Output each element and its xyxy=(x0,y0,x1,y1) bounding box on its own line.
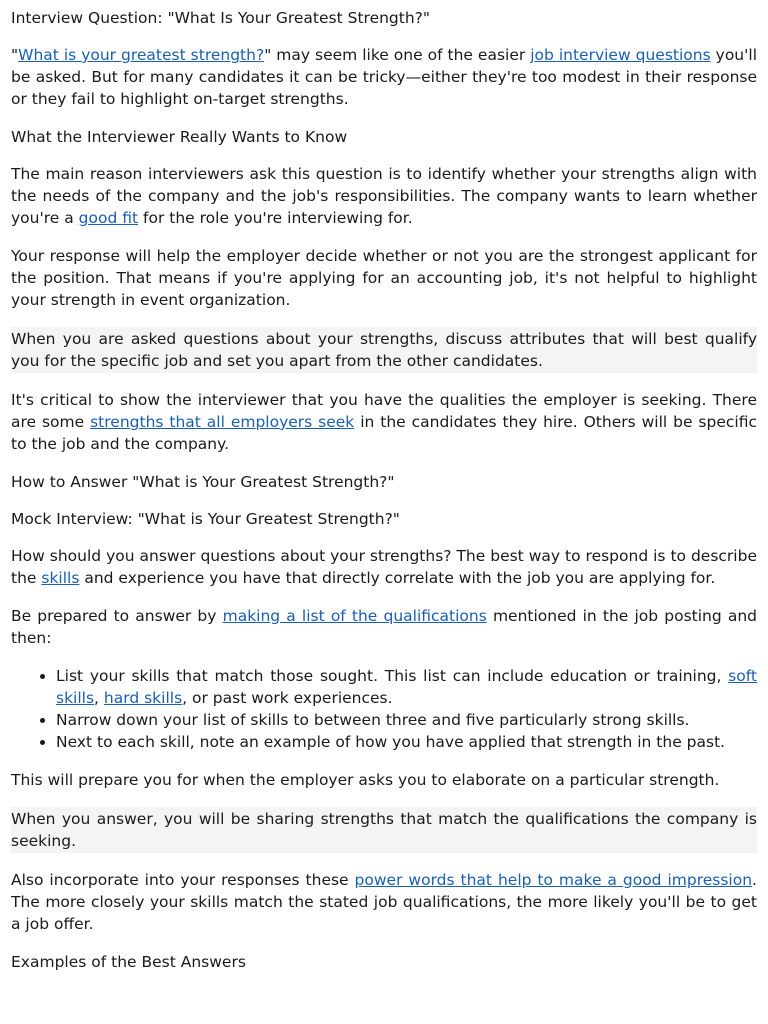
reason-paragraph xyxy=(11,163,757,229)
should-text-1: How should you answer questions about your strengths? The best way to respond is to describe the xyxy=(11,547,757,587)
hard-skills-link[interactable]: hard skills xyxy=(103,689,183,707)
steps-list xyxy=(11,665,757,753)
soft-skills-link[interactable]: soft skills xyxy=(56,667,757,707)
section-heading-examples: Examples of the Best Answers xyxy=(11,953,246,971)
prepare-paragraph: This will prepare you for when the employer asks you to elaborate on a particular strength. xyxy=(11,771,720,789)
section-heading-how: How to Answer "What is Your Greatest Strength?" xyxy=(11,473,395,491)
critical-text-1: It's critical to show the interviewer that you have the qualities the employer is seeking. There are some xyxy=(11,391,757,431)
callout-answer-text: When you answer, you will be sharing strengths that match the qualifications the company is seeking. xyxy=(11,810,757,850)
intro-quote-open: " xyxy=(11,46,19,64)
article-title: Interview Question: "What Is Your Greatest Strength?" xyxy=(11,9,431,27)
prepared-text-2: mentioned in the job posting and then: xyxy=(11,607,757,647)
also-text-2: . The more closely your skills match the stated job qualifications, the more likely you'll be to get a job offer. xyxy=(11,871,757,933)
response-paragraph: Your response will help the employer decide whether or not you are the strongest applicant for the position. That means if you're applying for an accounting job, it's not helpful to highlight your strength in event organization. xyxy=(11,247,757,309)
intro-paragraph xyxy=(11,44,757,110)
intro-text-2: you'll be asked. But for many candidates it can be tricky—either they're too modest in their response or they fail to highlight on-target strengths. xyxy=(11,46,757,108)
also-text-1: Also incorporate into your responses these xyxy=(11,871,355,889)
list-item-1-text-2: , xyxy=(94,689,104,707)
list-of-qualifications-link[interactable]: making a list of the qualifications xyxy=(222,607,487,625)
intro-text-1: " may seem like one of the easier xyxy=(264,46,531,64)
list-item-1-text-1: List your skills that match those sought. This list can include education or training, xyxy=(56,667,729,685)
greatest-strength-link[interactable]: What is your greatest strength? xyxy=(18,46,265,64)
job-interview-questions-link[interactable]: job interview questions xyxy=(530,46,711,64)
reason-text-2: for the role you're interviewing for. xyxy=(138,209,413,227)
prepared-text-1: Be prepared to answer by xyxy=(11,607,223,625)
list-item: • Narrow down your list of skills to between three and five particularly strong skills. xyxy=(56,709,757,731)
list-item xyxy=(56,665,757,709)
section-heading-wants: What the Interviewer Really Wants to Know xyxy=(11,128,348,146)
power-words-link[interactable]: power words that help to make a good impression xyxy=(354,871,753,889)
skills-link[interactable]: skills xyxy=(41,569,80,587)
prepared-paragraph xyxy=(11,605,757,649)
list-item-1-text-3: , or past work experiences. xyxy=(182,689,393,707)
section-heading-mock: Mock Interview: "What is Your Greatest Strength?" xyxy=(11,510,400,528)
also-paragraph xyxy=(11,869,757,935)
should-paragraph xyxy=(11,545,757,589)
critical-text-2: in the candidates they hire. Others will be specific to the job and the company. xyxy=(11,413,757,453)
callout-strengths-text: When you are asked questions about your strengths, discuss attributes that will best qualify you for the specific job and set you apart from the other candidates. xyxy=(11,330,757,370)
callout-answer xyxy=(11,807,757,853)
list-item: • Next to each skill, note an example of how you have applied that strength in the past. xyxy=(56,731,757,753)
callout-strengths xyxy=(11,327,757,373)
critical-paragraph xyxy=(11,389,757,455)
strengths-employers-seek-link[interactable]: strengths that all employers seek xyxy=(90,413,355,431)
should-text-2: and experience you have that directly correlate with the job you are applying for. xyxy=(79,569,716,587)
reason-text-1: The main reason interviewers ask this question is to identify whether your strengths align with the needs of the company and the job's responsibilities. The company wants to learn whether you're a xyxy=(11,165,757,227)
good-fit-link[interactable]: good fit xyxy=(78,209,139,227)
